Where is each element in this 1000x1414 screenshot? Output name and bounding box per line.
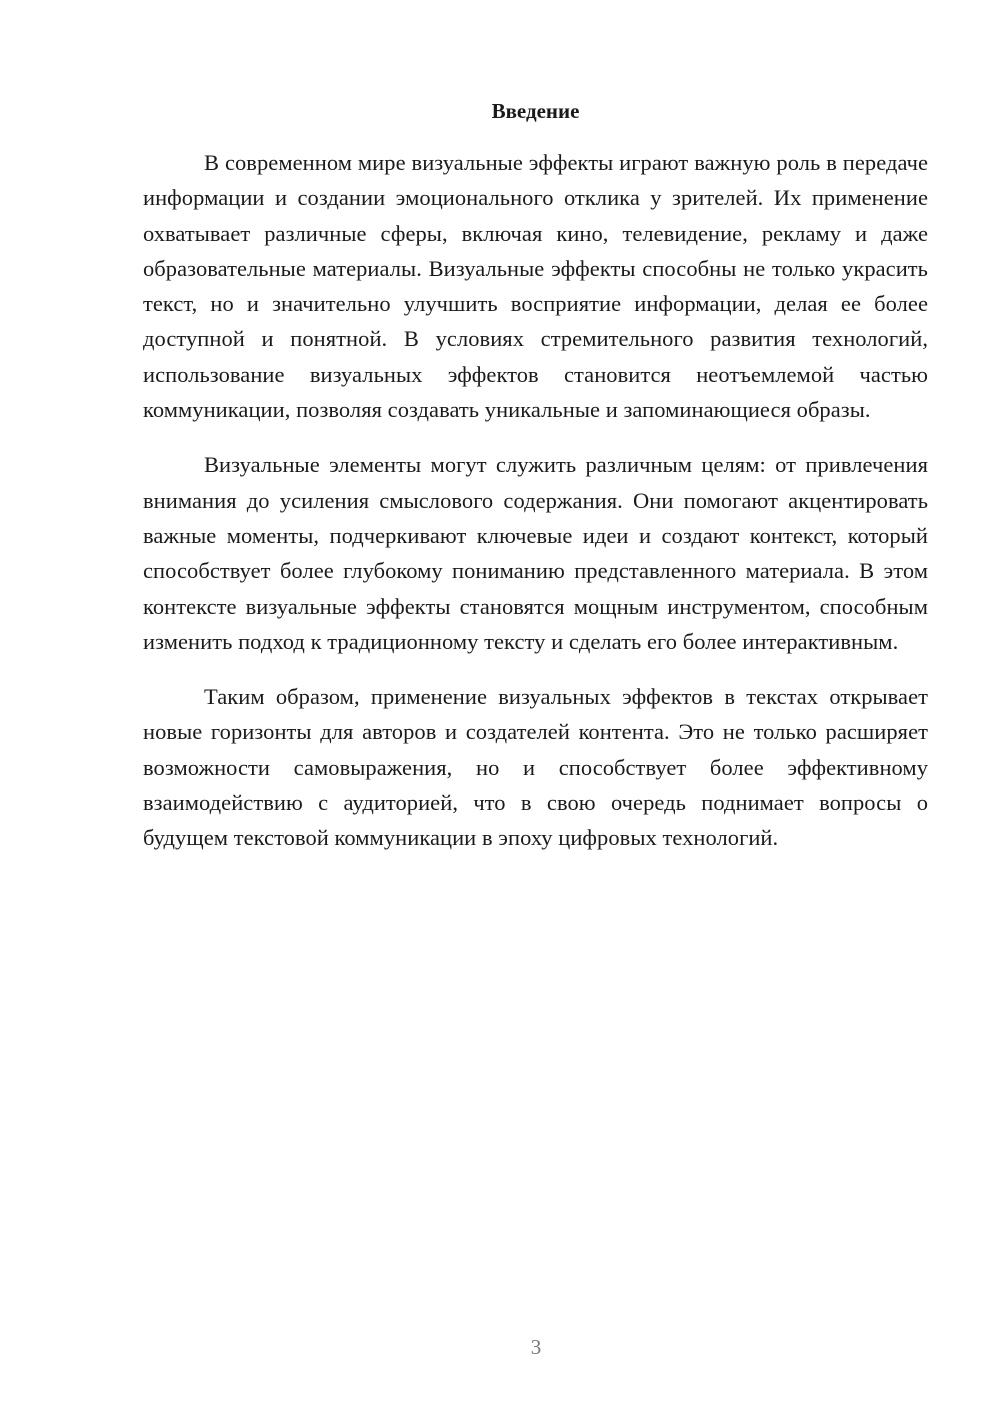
body-text — [143, 145, 928, 876]
paragraph-3: Таким образом, применение визуальных эффектов в текстах открывает новые горизонты для авторов и создателей контента. Это не только расширяет возможности самовыражения, но и способствует более эффективному взаимодействию с аудиторией, что в свою очередь поднимает вопросы о будущем текстовой коммуникации в эпоху цифровых технологий. — [143, 684, 928, 851]
section-heading: Введение — [491, 99, 580, 123]
page-number: 3 — [530, 1335, 542, 1359]
paragraph-2: Визуальные элементы могут служить различным целям: от привлечения внимания до усиления смыслового содержания. Они помогают акцентировать важные моменты, подчеркивают ключевые идеи и создают контекст, который способствует более глубокому пониманию представленного материала. В этом контексте визуальные эффекты становятся мощным инструментом, способным изменить подход к традиционному тексту и сделать его более интерактивным. — [143, 452, 928, 654]
paragraph-1: В современном мире визуальные эффекты играют важную роль в передаче информации и создании эмоционального отклика у зрителей. Их применение охватывает различные сферы, включая кино, телевидение, рекламу и даже образовательные материалы. Визуальные эффекты способны не только украсить текст, но и значительно улучшить восприятие информации, делая ее более доступной и понятной. В условиях стремительного развития технологий, использование визуальных эффектов становится неотъемлемой частью коммуникации, позволяя создавать уникальные и запоминающиеся образы. — [143, 150, 928, 423]
